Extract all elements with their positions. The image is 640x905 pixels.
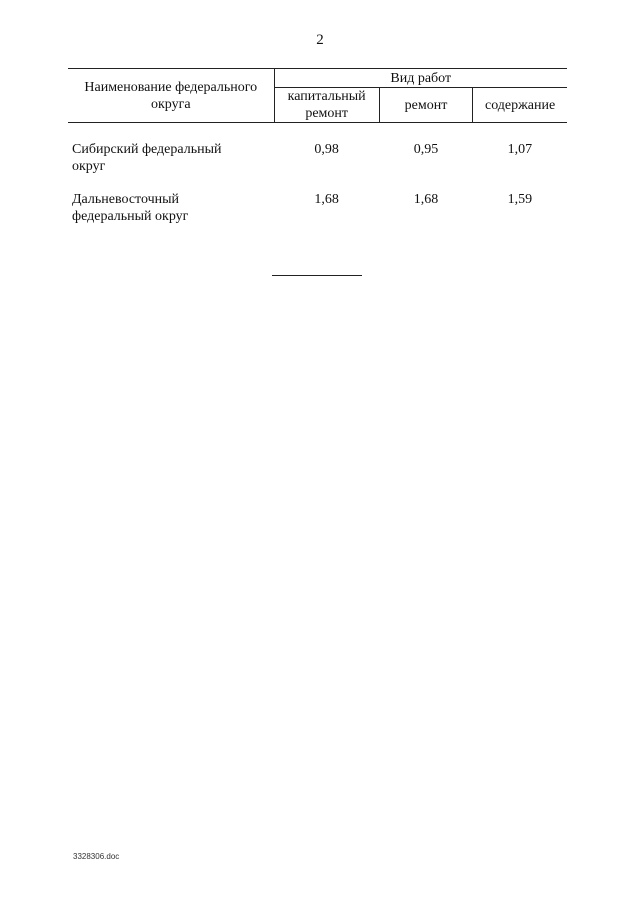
header-region-name: Наименование федерального округа [68,69,274,123]
header-capital-repair: капитальный ремонт [274,88,379,123]
row-region-name-text: Дальневосточный федеральный округ [72,192,189,224]
row-value-maintenance: 1,07 [507,142,533,157]
row-region-name [68,175,274,225]
coefficients-table [68,68,567,225]
table-row [68,175,567,225]
header-maintenance: содержание [473,88,567,123]
footer-filename: 3328306.doc [73,852,120,861]
row-region-name-text: Сибирский федеральный округ [72,142,222,174]
end-divider-line [272,275,362,276]
row-value-repair: 0,95 [413,142,439,157]
row-value-capital-repair: 0,98 [314,142,339,157]
row-value-maintenance: 1,59 [507,192,533,207]
page-number: 2 [316,32,324,48]
row-value-capital-repair: 1,68 [314,192,339,207]
header-work-type: Вид работ [274,69,567,88]
row-region-name [68,123,274,176]
table-row [68,123,567,176]
row-value-repair: 1,68 [413,192,439,207]
header-repair: ремонт [379,88,472,123]
